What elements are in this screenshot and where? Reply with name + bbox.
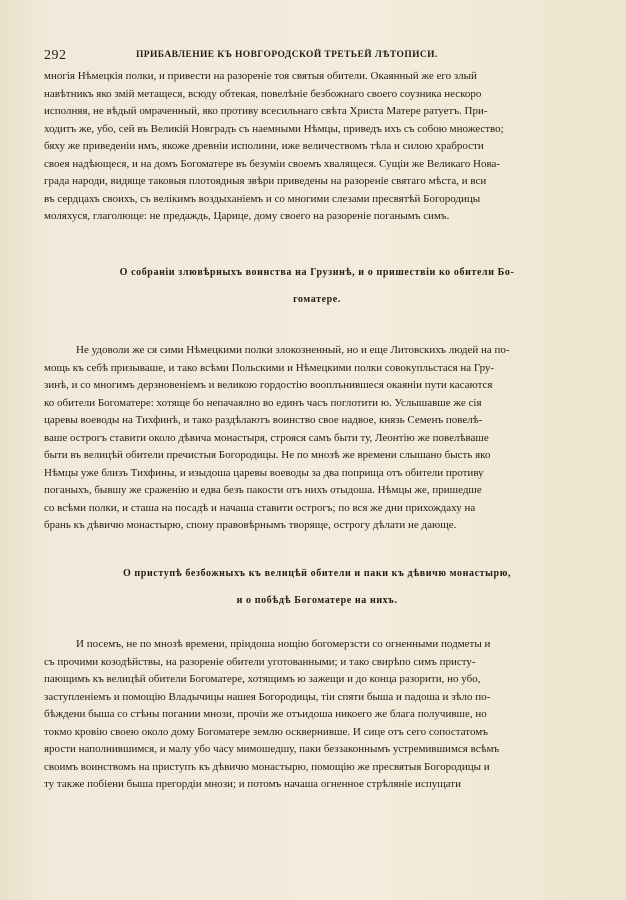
text-line: своея надѣющеся, и на домъ Богоматере въ безуміи своемъ хвалящеся. Сущіи же Великаго Нова- (44, 157, 501, 170)
text-line: мощь къ себѣ призываше, и тако всѣми Польскими и Нѣмецкими полки совокупльстася на Гру- (44, 361, 495, 374)
text-line: своимъ воинствомъ на приступъ къ дѣвичю монастырю, помощію же пресвятыя Богородицы и (44, 760, 490, 773)
heading-line: гоматере. (293, 294, 341, 305)
text-line: И посемъ, не по мнозѣ времени, пріидоша нощію богомерзсти со огненными подметы и (76, 638, 491, 650)
paragraph-2 (44, 342, 590, 535)
paragraph-3 (44, 636, 590, 794)
section-heading-1 (44, 259, 590, 313)
text-line: въ сердцахъ своихъ, съ велікимъ воздыханіемъ и со многими слезами пресвятѣй Богородицы (44, 192, 481, 205)
text-line: навѣтникъ яко змій метащеся, всюду обтекая, повелѣніе безбожнаго своего соузника нескоро (44, 87, 482, 100)
text-line: Не удоволи же ся сими Нѣмецкими полки злокозненный, но и еще Литовскихъ людей на по- (76, 344, 510, 356)
text-line: моляхуся, глаголюще: не предаждь, Царице, дому своего на разореніе поганымъ симъ. (44, 210, 450, 222)
text-line: съ прочими козодѣйствы, на разореніе обители уготованными; и тако свирѣпо симъ присту- (44, 655, 476, 668)
running-head: ПРИБАВЛЕНИЕ КЪ НОВГОРОДСКОЙ ТРЕТЬЕЙ ЛѢТОПИСИ. (136, 50, 438, 60)
text-line: зинѣ, и со многимъ дерзновеніемъ и великою гордостію вооплънившеся окаяніи пути касаются (44, 379, 493, 391)
text-line: быти въ велицѣй обители пречистыя Богородицы. Не по мнозѣ же времени слышано бысть яко (44, 449, 491, 461)
text-line: со всѣми полки, и сташа на посадѣ и начаша ставити острогъ; по вся же дни прихождаху на (44, 501, 476, 514)
text-line: брань къ дѣвичю монастырю, спону правовѣрнымъ творяще, острогу дѣлати не дающе. (44, 519, 457, 531)
text-line: заступленіемъ и помощію Владычицы нашея Богородицы, тіи спяти быша и падоша и зѣло по- (44, 690, 491, 703)
heading-line: и о побѣдѣ Богоматере на нихъ. (236, 595, 398, 606)
text-line: пающимъ къ велицѣй обители Богоматере, хотящимъ ю зажещи и до конца разорити, но убо, (44, 673, 481, 685)
text-line: ко обители Богоматере: хотяще бо непачаялно во единъ часъ поглотити ю. Услышавше же сія (44, 396, 482, 409)
text-line: бѣждени быша со стѣны погании мнози, прочіи же отъидоша никоего же блага получивше, но (44, 708, 487, 720)
text-line: ваше острогъ ставити около дѣвича монастыря, строяся самъ быти ту, Леонтію же повелѣваше (44, 431, 489, 444)
heading-line: О собраніи злювѣрныхъ воинства на Грузинѣ, и о пришествіи ко обители Бо- (119, 267, 515, 278)
paragraph-1 (44, 68, 590, 226)
text-line: ходитъ же, убо, сей въ Великій Новградъ съ наемными Нѣмцы, приведъ ихъ съ собою множество; (44, 122, 504, 135)
text-line: многія Нѣмецкія полки, и привести на разореніе тоя святыя обители. Окаянный же его злый (44, 70, 477, 82)
page-number: 292 (44, 48, 67, 63)
text-line: ярости наполнившимся, и малу убо часу мимошедшу, паки беззаконнымъ устремившимся всѣмъ (44, 743, 500, 755)
heading-line: О приступѣ безбожныхъ къ велицѣй обители и паки къ дѣвичю монастырю, (122, 568, 512, 579)
text-line: града народи, видяще таковыя плотоядныя звѣри приведены на разореніе святаго мѣста, и вси (44, 175, 487, 187)
section-heading-2 (44, 560, 590, 614)
text-line: бяху же приведеніи имъ, якоже древніи исполини, иже величествомъ тѣла и силою храбрости (44, 140, 484, 152)
text-line: поганыхъ, бывшу же сраженію и едва безъ пакости отъ нихъ отыдоша. Нѣмцы же, пришедше (44, 484, 482, 496)
text-line: ту также побіени быша прегордіи мнози; и потомъ начаша огненное стрѣляніе испущати (44, 778, 461, 790)
text-line: Нѣмцы уже близъ Тихфины, и изыдоша царевы воеводы за два поприща отъ обители противу (44, 466, 484, 479)
text-line: исполняя, не вѣдый омраченный, яко противу всесильнаго свѣта Христа Матере ратуетъ. При- (44, 105, 488, 117)
page-header (44, 48, 590, 66)
text-line: царевы воеводы на Тихфинѣ, и тако раздѣлаютъ воинство свое надвое, князь Семенъ повелѣ- (44, 414, 483, 426)
text-line: токмо кровію своею около дому Богоматере землю осквернивше. И сице отъ сего сопостатомъ (44, 725, 488, 738)
